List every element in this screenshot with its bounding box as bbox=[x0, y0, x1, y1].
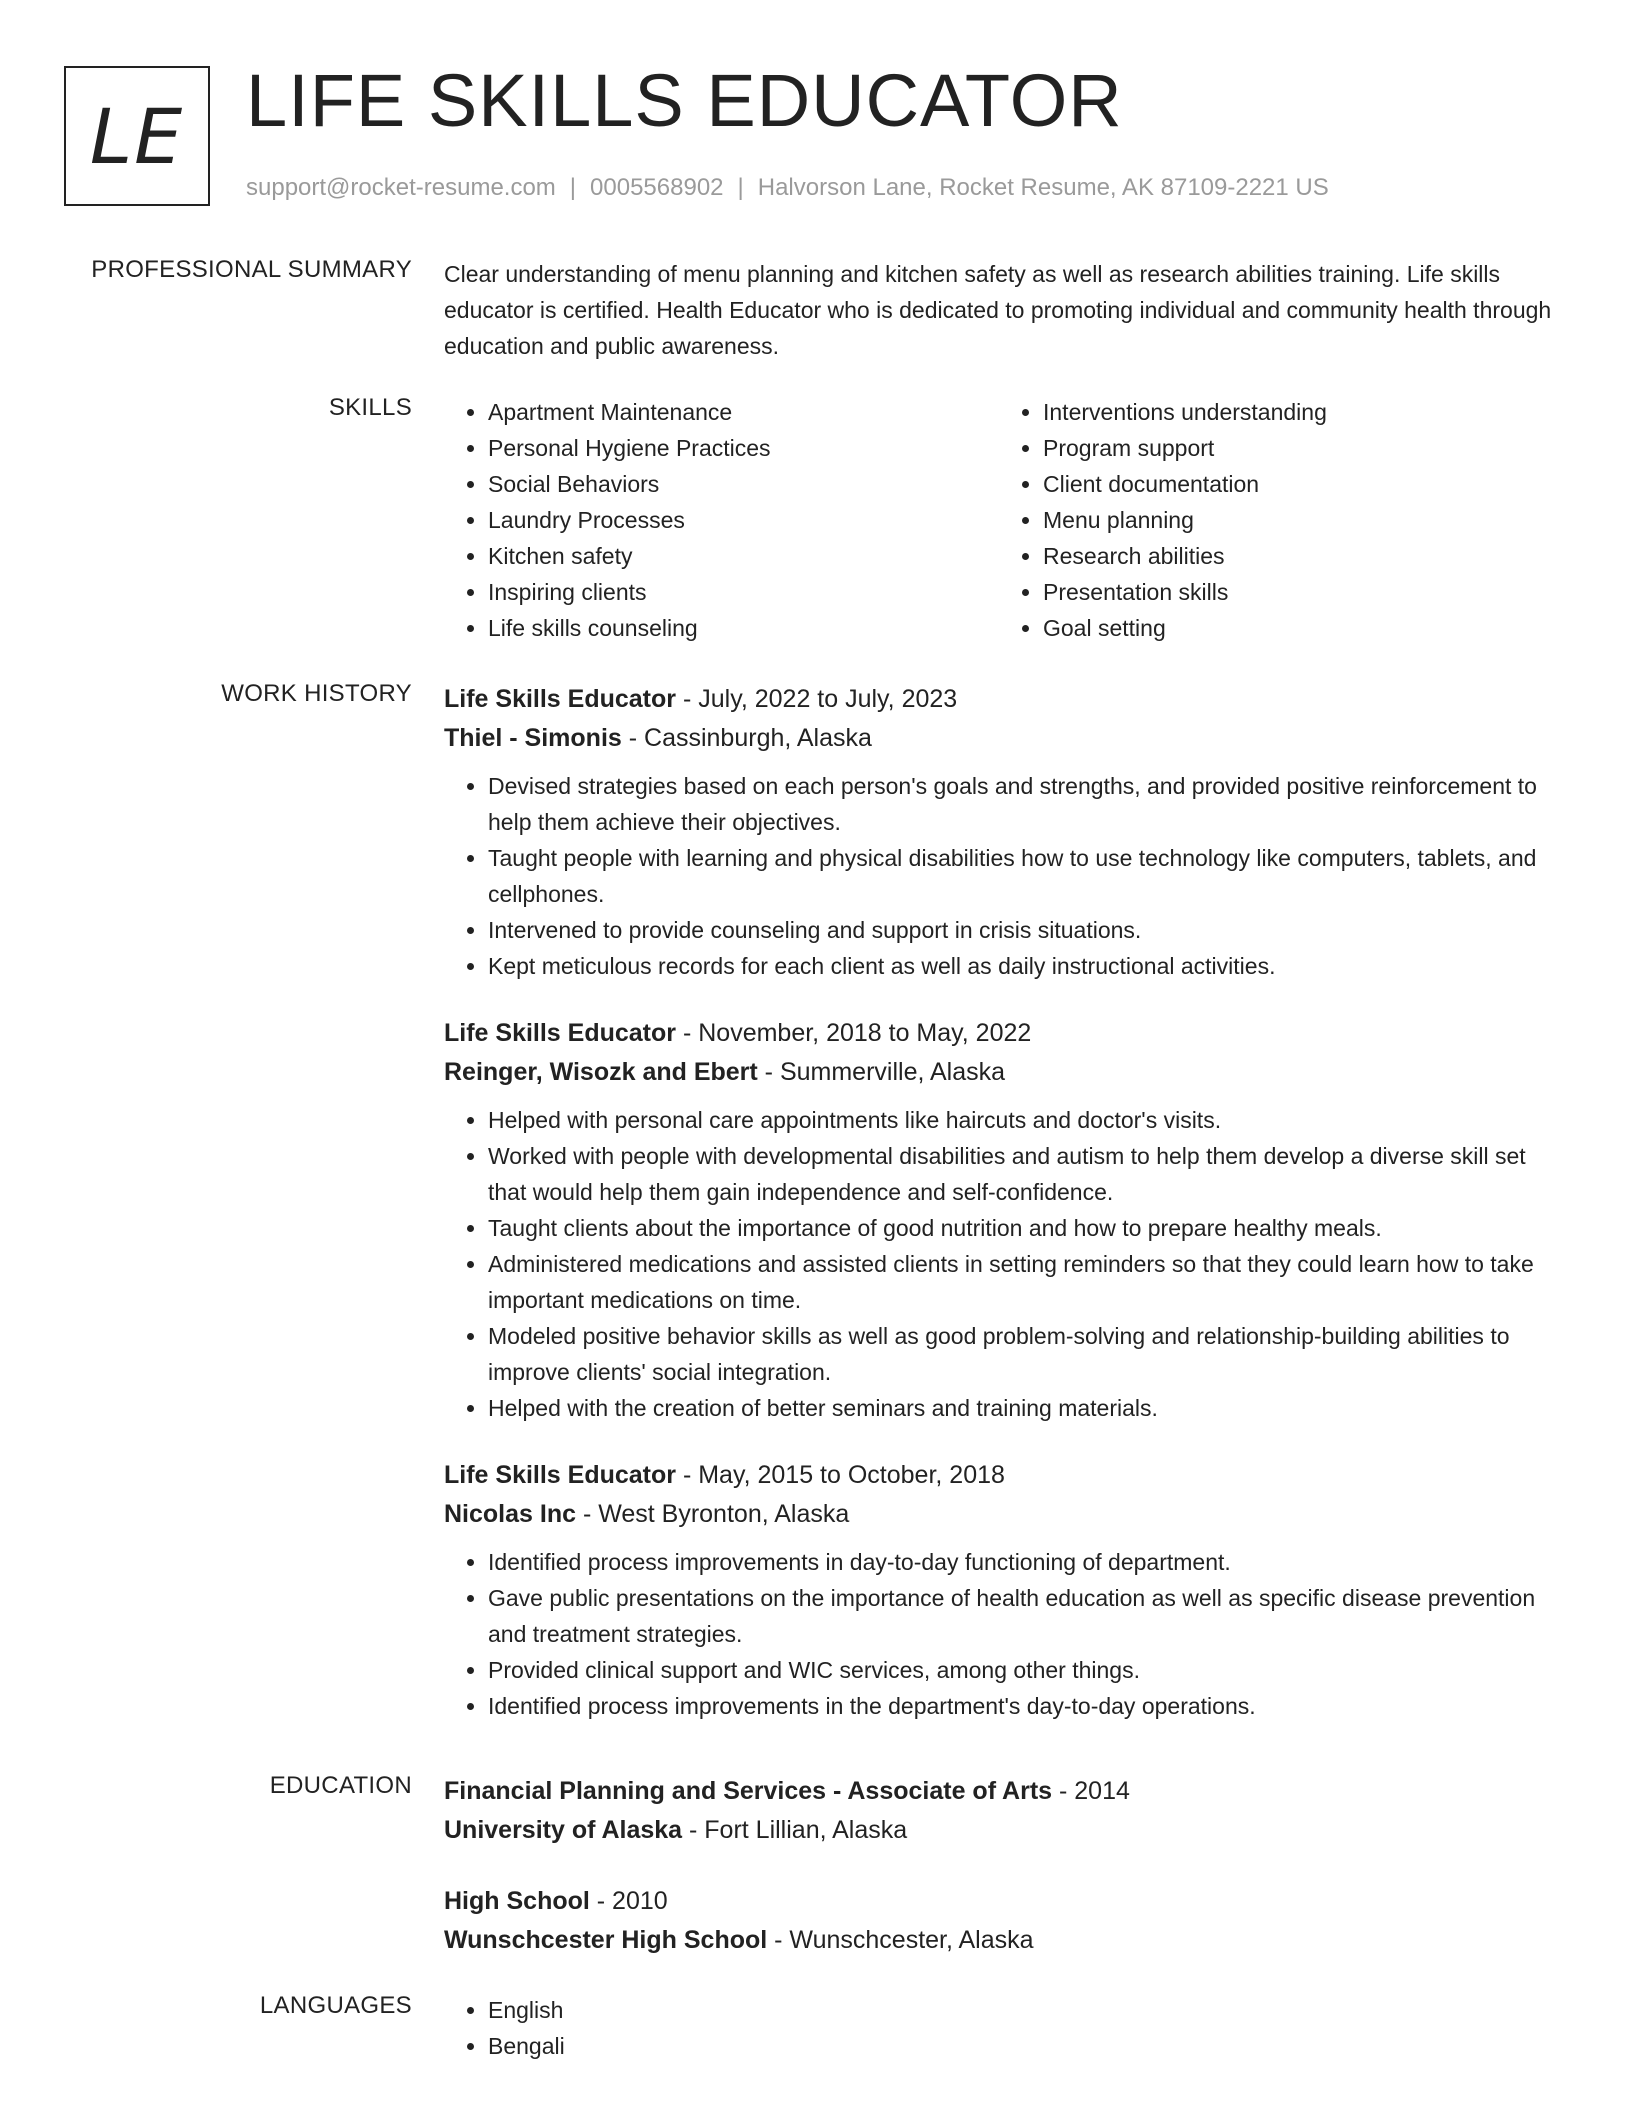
contact-line bbox=[246, 174, 1329, 202]
job-dates: - July, 2022 to July, 2023 bbox=[676, 685, 958, 713]
education-entry bbox=[444, 1772, 1554, 1850]
job-bullet: • Identified process improvements in day-to-day functioning of department. bbox=[488, 1544, 1554, 1580]
job-bullet: • Taught people with learning and physical disabilities how to use technology like computers, tablets, and cellphones. bbox=[488, 840, 1554, 912]
skills-list-right bbox=[999, 394, 1554, 646]
job-bullets bbox=[444, 1544, 1554, 1724]
skill-item: • Interventions understanding bbox=[1043, 394, 1554, 430]
skill-item: • Inspiring clients bbox=[488, 574, 999, 610]
summary-text: Clear understanding of menu planning and kitchen safety as well as research abilities training. Life skills educator is certified. Health Educator who is dedicated to promoting individual and community health through education and public awareness. bbox=[444, 261, 1552, 359]
education-school-line bbox=[444, 1811, 1554, 1850]
job-bullet: • Intervened to provide counseling and support in crisis situations. bbox=[488, 912, 1554, 948]
skill-item: • Research abilities bbox=[1043, 538, 1554, 574]
education-degree-line bbox=[444, 1882, 1554, 1921]
education-location: - Fort Lillian, Alaska bbox=[682, 1816, 908, 1844]
section-label: LANGUAGES bbox=[259, 1992, 412, 2019]
skills-body bbox=[444, 394, 1554, 646]
education-degree: High School bbox=[444, 1887, 590, 1915]
section-label: PROFESSIONAL SUMMARY bbox=[91, 256, 412, 283]
skill-item: • Presentation skills bbox=[1043, 574, 1554, 610]
education-school-line bbox=[444, 1921, 1554, 1960]
skill-item: • Laundry Processes bbox=[488, 502, 999, 538]
contact-separator: | bbox=[737, 174, 744, 201]
job-title: Life Skills Educator bbox=[444, 685, 677, 713]
language-item: • English bbox=[488, 1992, 1554, 2028]
job-dates: - November, 2018 to May, 2022 bbox=[676, 1019, 1032, 1047]
job-bullet: • Devised strategies based on each person's goals and strengths, and provided positive reinforcement to help them achieve their objectives. bbox=[488, 768, 1554, 840]
job-location: - Summerville, Alaska bbox=[757, 1058, 1006, 1086]
section-label: SKILLS bbox=[328, 394, 412, 421]
skill-item: • Program support bbox=[1043, 430, 1554, 466]
skill-item: • Client documentation bbox=[1043, 466, 1554, 502]
job-bullet: • Worked with people with developmental disabilities and autism to help them develop a diverse skill set that would help them gain independence and self-confidence. bbox=[488, 1138, 1554, 1210]
job-title: Life Skills Educator bbox=[444, 1019, 677, 1047]
education-location: - Wunschcester, Alaska bbox=[767, 1926, 1034, 1954]
skill-item: • Apartment Maintenance bbox=[488, 394, 999, 430]
education-entry bbox=[444, 1882, 1554, 1960]
job-company-line bbox=[444, 1495, 1554, 1534]
education-body bbox=[444, 1772, 1554, 1960]
education-degree: Financial Planning and Services - Associate of Arts bbox=[444, 1777, 1053, 1805]
education-school: University of Alaska bbox=[444, 1816, 683, 1844]
contact-email[interactable]: support@rocket-resume.com bbox=[246, 174, 556, 201]
education-year: - 2014 bbox=[1052, 1777, 1130, 1805]
job-bullet: • Kept meticulous records for each client as well as daily instructional activities. bbox=[488, 948, 1554, 984]
skill-item: • Personal Hygiene Practices bbox=[488, 430, 999, 466]
skill-item: • Menu planning bbox=[1043, 502, 1554, 538]
job-company: Reinger, Wisozk and Ebert bbox=[444, 1058, 758, 1086]
skill-item: • Social Behaviors bbox=[488, 466, 999, 502]
job-location: - West Byronton, Alaska bbox=[576, 1500, 850, 1528]
education-year: - 2010 bbox=[589, 1887, 668, 1915]
job-bullets bbox=[444, 1102, 1554, 1426]
job-company-line bbox=[444, 719, 1554, 758]
contact-phone[interactable]: 0005568902 bbox=[590, 174, 724, 201]
job-bullet: • Modeled positive behavior skills as well as good problem-solving and relationship-building abilities to improve clients' social integration. bbox=[488, 1318, 1554, 1390]
job-company: Thiel - Simonis bbox=[444, 724, 622, 752]
skills-list-left bbox=[444, 394, 999, 646]
summary-body bbox=[444, 256, 1554, 364]
job-entry bbox=[444, 680, 1554, 984]
languages-body bbox=[444, 1992, 1554, 2064]
job-title-line bbox=[444, 1014, 1554, 1053]
job-company-line bbox=[444, 1053, 1554, 1092]
job-bullet: • Helped with personal care appointments like haircuts and doctor's visits. bbox=[488, 1102, 1554, 1138]
job-bullet: • Provided clinical support and WIC services, among other things. bbox=[488, 1652, 1554, 1688]
job-company: Nicolas Inc bbox=[444, 1500, 576, 1528]
skill-item: • Kitchen safety bbox=[488, 538, 999, 574]
job-title-line bbox=[444, 1456, 1554, 1495]
job-bullets bbox=[444, 768, 1554, 984]
work-history-body bbox=[444, 680, 1554, 1724]
job-bullet: • Helped with the creation of better seminars and training materials. bbox=[488, 1390, 1554, 1426]
contact-separator: | bbox=[569, 174, 577, 201]
job-bullet: • Identified process improvements in the department's day-to-day operations. bbox=[488, 1688, 1554, 1724]
job-title: Life Skills Educator bbox=[444, 1461, 677, 1489]
job-title-line bbox=[444, 680, 1554, 719]
job-entry bbox=[444, 1014, 1554, 1426]
monogram-logo: LE bbox=[64, 66, 210, 206]
resume-header bbox=[64, 59, 1564, 214]
resume-title: LIFE SKILLS EDUCATOR bbox=[246, 59, 1123, 142]
job-bullet: • Gave public presentations on the importance of health education as well as specific disease prevention and treatment strategies. bbox=[488, 1580, 1554, 1652]
education-degree-line bbox=[444, 1772, 1554, 1811]
job-bullet: • Administered medications and assisted clients in setting reminders so that they could learn how to take important medications on time. bbox=[488, 1246, 1554, 1318]
section-label: WORK HISTORY bbox=[221, 680, 412, 707]
job-dates: - May, 2015 to October, 2018 bbox=[676, 1461, 1005, 1489]
skill-item: • Goal setting bbox=[1043, 610, 1554, 646]
skill-item: • Life skills counseling bbox=[488, 610, 999, 646]
language-item: • Bengali bbox=[488, 2028, 1554, 2064]
job-bullet: • Taught clients about the importance of good nutrition and how to prepare healthy meals. bbox=[488, 1210, 1554, 1246]
section-label: EDUCATION bbox=[269, 1772, 412, 1799]
languages-list bbox=[444, 1992, 1554, 2064]
job-entry bbox=[444, 1456, 1554, 1724]
job-location: - Cassinburgh, Alaska bbox=[621, 724, 872, 752]
contact-address: Halvorson Lane, Rocket Resume, AK 87109-2221 US bbox=[757, 174, 1329, 201]
education-school: Wunschcester High School bbox=[444, 1926, 768, 1954]
